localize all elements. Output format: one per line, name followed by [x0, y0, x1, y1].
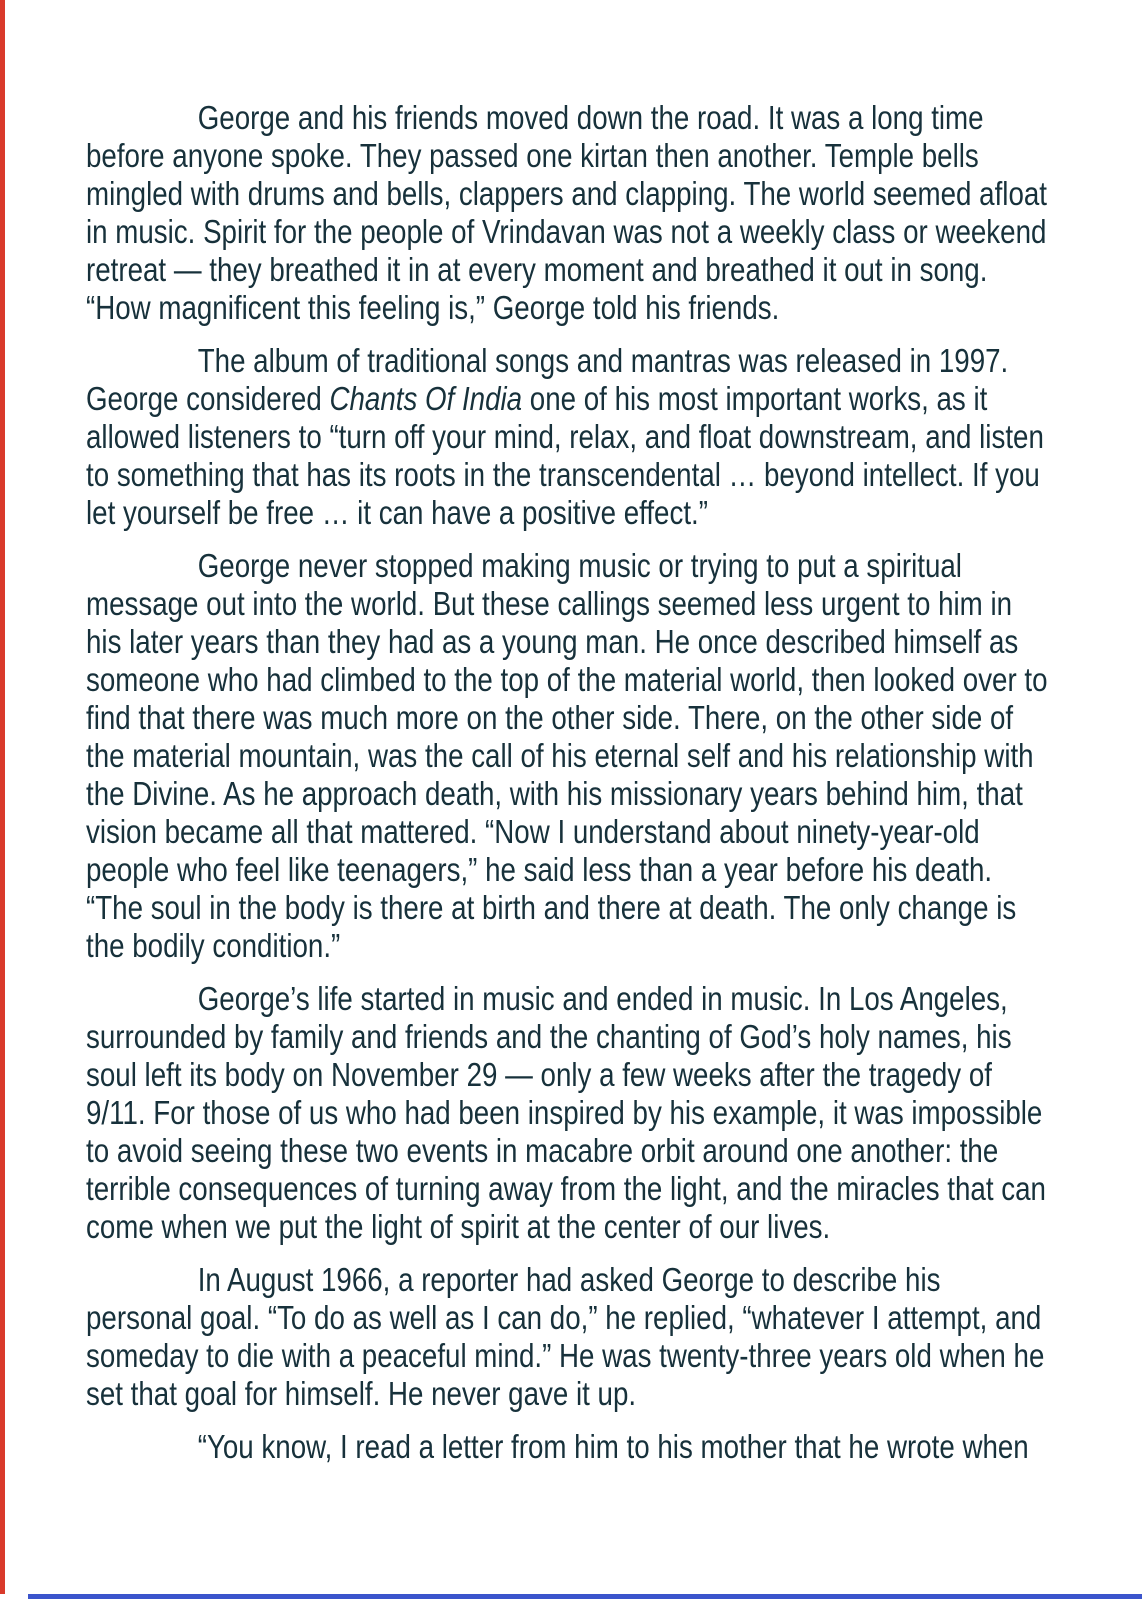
italic-book-title: Chants Of India: [329, 380, 523, 417]
text-run: George never stopped making music or trying to put a spiritual message out into the world. But these callings seemed less urgent to him in his later years than they had as a young man. He once described himself as someone who had climbed to the top of the material world, then looked over to find that there was much more on the other side. There, on the other side of the material mountain, was the call of his eternal self and his relationship with the Divine. As he approach death, with his missionary years behind him, that vision became all that mattered. “Now I understand about ninety-year-old people who feel like teenagers,” he said less than a year before his death. “The soul in the body is there at birth and there at death. The only change is the bodily condition.”: [86, 547, 1048, 964]
text-run: “You know, I read a letter from him to his mother that he wrote when: [197, 1428, 1029, 1465]
text-run: The album of traditional songs and mantras was released in 1997. George considered: [86, 342, 1009, 417]
paragraph: [86, 1261, 1052, 1413]
bottom-edge-scan-artifact: [28, 1594, 1142, 1599]
page-text: [86, 99, 1052, 1481]
text-run: one of his most important works, as it allowed listeners to “turn off your mind, relax, and float downstream, and listen to something that has its roots in the transcendental … beyond intellect. If you let yourself be free … it can have a positive effect.”: [86, 380, 1044, 531]
text-run: George’s life started in music and ended in music. In Los Angeles, surrounded by family and friends and the chanting of God’s holy names, his soul left its body on November 29 — only a few weeks after the tragedy of 9/11. For those of us who had been inspired by his example, it was impossible to avoid seeing these two events in macabre orbit around one another: the terrible consequences of turning away from the light, and the miracles that can come when we put the light of spirit at the center of our lives.: [86, 980, 1046, 1245]
paragraph: [86, 342, 1052, 532]
paragraph: [86, 547, 1052, 965]
paragraph: [86, 99, 1052, 327]
paragraph: [86, 980, 1052, 1246]
paragraph: [86, 1428, 1052, 1466]
left-edge-scan-artifact: [0, 0, 5, 1594]
text-run: In August 1966, a reporter had asked George to describe his personal goal. “To do as well as I can do,” he replied, “whatever I attempt, and someday to die with a peaceful mind.” He was twenty-three years old when he set that goal for himself. He never gave it up.: [86, 1261, 1045, 1412]
text-run: George and his friends moved down the road. It was a long time before anyone spoke. They passed one kirtan then another. Temple bells mingled with drums and bells, clappers and clapping. The world seemed afloat in music. Spirit for the people of Vrindavan was not a weekly class or weekend retreat — they breathed it in at every moment and breathed it out in song. “How magnificent this feeling is,” George told his friends.: [86, 99, 1047, 326]
